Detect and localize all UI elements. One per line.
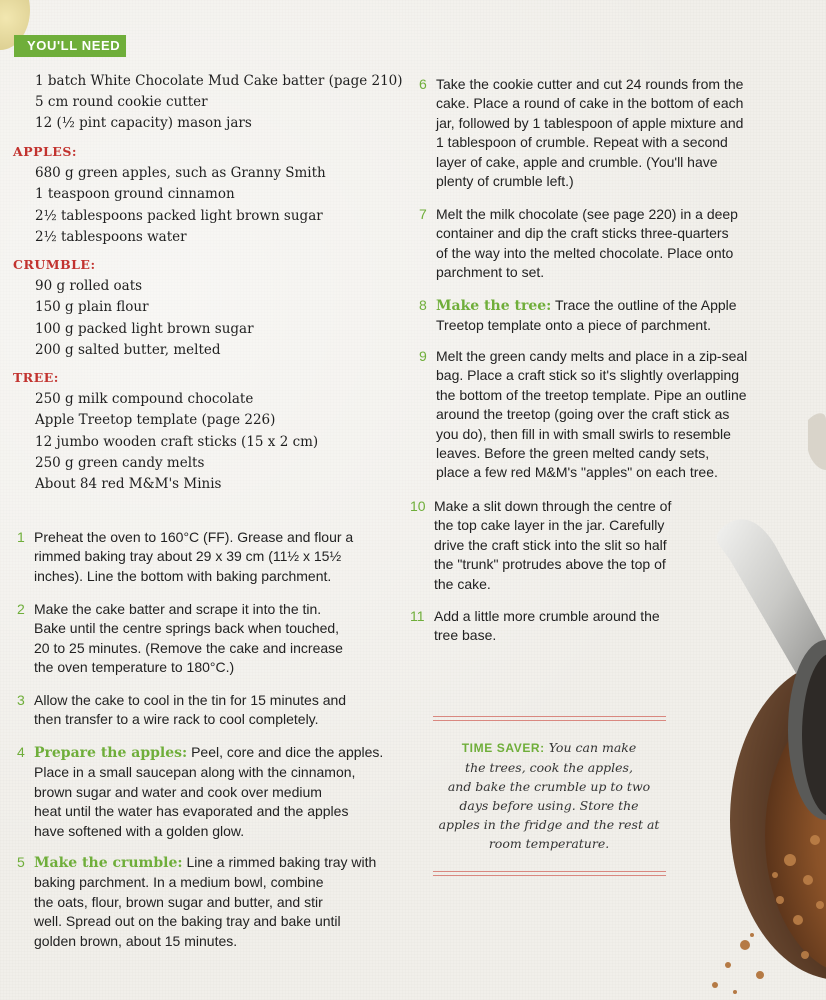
step-number: 11 bbox=[410, 608, 425, 624]
step-line bbox=[34, 853, 384, 873]
step-line: Make a slit down through the centre of bbox=[434, 498, 672, 514]
step-number: 4 bbox=[17, 744, 25, 760]
step-line: parchment to set. bbox=[436, 264, 545, 281]
time-saver-line: room temperature. bbox=[488, 836, 610, 851]
step-line: Melt the green candy melts and place in a zip-seal bbox=[436, 348, 748, 364]
step-line: Make the cake batter and scrape it into the tin. bbox=[34, 601, 322, 617]
step-line: 1 tablespoon of crumble. Repeat with a second bbox=[436, 134, 728, 151]
step-2 bbox=[17, 600, 379, 678]
time-saver-label: TIME SAVER: bbox=[461, 741, 545, 755]
step-line: well. Spread out on the baking tray and bake until bbox=[34, 913, 341, 930]
youll-need-banner: YOU'LL NEED bbox=[14, 35, 126, 57]
step-line: of the way into the melted chocolate. Place onto bbox=[436, 244, 734, 261]
step-number: 2 bbox=[17, 601, 25, 617]
step-line: Allow the cake to cool in the tin for 15 minutes and bbox=[34, 692, 347, 708]
step-3 bbox=[17, 691, 379, 730]
step-line-rest: Line a rimmed baking tray with bbox=[182, 854, 377, 870]
step-line: Add a little more crumble around the bbox=[434, 608, 660, 624]
step-line: rimmed baking tray about 29 x 39 cm (11½ x 15½ bbox=[34, 548, 342, 565]
time-saver-line: the trees, cook the apples, bbox=[465, 760, 633, 775]
step-11 bbox=[410, 607, 704, 646]
step-line: Preheat the oven to 160°C (FF). Grease and flour a bbox=[34, 529, 354, 545]
step-line: tree base. bbox=[434, 627, 497, 644]
step-number: 1 bbox=[17, 529, 25, 545]
step-number: 9 bbox=[419, 348, 427, 364]
step-5 bbox=[17, 853, 384, 951]
section-label-tree: TREE: bbox=[13, 370, 59, 385]
ingredient-item: 5 cm round cookie cutter bbox=[35, 94, 208, 110]
step-line: the oats, flour, brown sugar and butter, and stir bbox=[34, 893, 323, 910]
step-line: bag. Place a craft stick so it's slightly overlapping bbox=[436, 367, 740, 384]
ingredient-item: 250 g milk compound chocolate bbox=[35, 391, 254, 407]
step-lead: Make the crumble: bbox=[34, 855, 183, 871]
step-line: container and dip the craft sticks three-quarters bbox=[436, 225, 729, 242]
ingredient-item: About 84 red M&M's Minis bbox=[35, 476, 222, 492]
step-line: Melt the milk chocolate (see page 220) in a deep bbox=[436, 206, 738, 222]
step-line: cake. Place a round of cake in the bottom of each bbox=[436, 95, 744, 112]
ingredient-item: 2½ tablespoons packed light brown sugar bbox=[35, 208, 323, 224]
step-9 bbox=[419, 347, 781, 483]
divider-rule-bottom bbox=[433, 871, 666, 876]
step-line: baking parchment. In a medium bowl, combine bbox=[34, 874, 324, 891]
time-saver-box bbox=[436, 738, 662, 853]
step-line: plenty of crumble left.) bbox=[436, 173, 574, 190]
step-line: inches). Line the bottom with baking parchment. bbox=[34, 567, 332, 584]
step-lead: Make the tree: bbox=[436, 298, 552, 314]
section-label-crumble: CRUMBLE: bbox=[13, 257, 96, 272]
ingredient-item: 2½ tablespoons water bbox=[35, 229, 187, 245]
step-line: jar, followed by 1 tablespoon of apple mixture and bbox=[436, 114, 744, 131]
ingredient-item: 90 g rolled oats bbox=[35, 278, 143, 294]
step-line-rest: Peel, core and dice the apples. bbox=[187, 744, 384, 760]
time-saver-line: and bake the crumble up to two bbox=[447, 779, 651, 794]
ingredient-item: 12 (½ pint capacity) mason jars bbox=[35, 115, 252, 131]
step-line: place a few red M&M's "apples" on each tree. bbox=[436, 464, 718, 481]
step-4 bbox=[17, 743, 384, 841]
step-line: the bottom of the treetop template. Pipe an outline bbox=[436, 386, 747, 403]
time-saver-line bbox=[436, 738, 662, 758]
step-8 bbox=[419, 296, 781, 336]
ingredient-item: 1 teaspoon ground cinnamon bbox=[35, 186, 235, 202]
step-number: 8 bbox=[419, 297, 427, 313]
ingredient-item: Apple Treetop template (page 226) bbox=[35, 412, 276, 428]
time-saver-line: days before using. Store the bbox=[459, 798, 639, 813]
step-line: leaves. Before the green melted candy sets, bbox=[436, 445, 710, 462]
step-number: 7 bbox=[419, 206, 427, 222]
step-line-rest: Trace the outline of the Apple bbox=[551, 297, 737, 313]
step-line: the oven temperature to 180°C.) bbox=[34, 659, 235, 676]
step-line: the "trunk" protrudes above the top of bbox=[434, 556, 666, 573]
step-number: 6 bbox=[419, 76, 427, 92]
step-7 bbox=[419, 205, 781, 283]
ingredient-item: 12 jumbo wooden craft sticks (15 x 2 cm) bbox=[35, 434, 319, 450]
step-line: the cake. bbox=[434, 575, 491, 592]
step-line: heat until the water has evaporated and the apples bbox=[34, 803, 349, 820]
time-saver-text: You can make bbox=[544, 740, 637, 755]
step-line: the top cake layer in the jar. Carefully bbox=[434, 517, 665, 534]
step-line bbox=[436, 296, 781, 316]
step-line: brown sugar and water and cook over medium bbox=[34, 783, 322, 800]
step-line: golden brown, about 15 minutes. bbox=[34, 932, 238, 949]
step-6 bbox=[419, 75, 781, 191]
step-line: layer of cake, apple and crumble. (You'll have bbox=[436, 153, 718, 170]
step-line: Take the cookie cutter and cut 24 rounds from the bbox=[436, 76, 744, 92]
section-label-apples: APPLES: bbox=[13, 144, 77, 159]
step-number: 3 bbox=[17, 692, 25, 708]
ingredient-item: 100 g packed light brown sugar bbox=[35, 321, 254, 337]
step-lead: Prepare the apples: bbox=[34, 745, 188, 761]
step-line: have softened with a golden glow. bbox=[34, 822, 245, 839]
step-1 bbox=[17, 528, 379, 586]
step-number: 10 bbox=[410, 498, 426, 514]
time-saver-line: apples in the fridge and the rest at bbox=[438, 817, 660, 832]
step-line: drive the craft stick into the slit so half bbox=[434, 536, 667, 553]
step-line: then transfer to a wire rack to cool completely. bbox=[34, 711, 319, 728]
ingredient-item: 680 g green apples, such as Granny Smith bbox=[35, 165, 326, 181]
ingredient-item: 150 g plain flour bbox=[35, 299, 149, 315]
divider-rule-top bbox=[433, 716, 666, 721]
step-line: around the treetop (going over the craft stick as bbox=[436, 406, 730, 423]
ingredient-item: 1 batch White Chocolate Mud Cake batter (page 210) bbox=[35, 73, 403, 89]
step-line: 20 to 25 minutes. (Remove the cake and increase bbox=[34, 639, 343, 656]
step-line: you do), then fill in with small swirls to resemble bbox=[436, 425, 731, 442]
ingredient-item: 250 g green candy melts bbox=[35, 455, 205, 471]
step-number: 5 bbox=[17, 854, 25, 870]
step-line: Bake until the centre springs back when touched, bbox=[34, 620, 340, 637]
step-line: Place in a small saucepan along with the cinnamon, bbox=[34, 764, 356, 781]
step-10 bbox=[410, 497, 704, 594]
ingredient-item: 200 g salted butter, melted bbox=[35, 342, 221, 358]
step-line bbox=[34, 743, 384, 763]
step-line: Treetop template onto a piece of parchment. bbox=[436, 317, 711, 334]
